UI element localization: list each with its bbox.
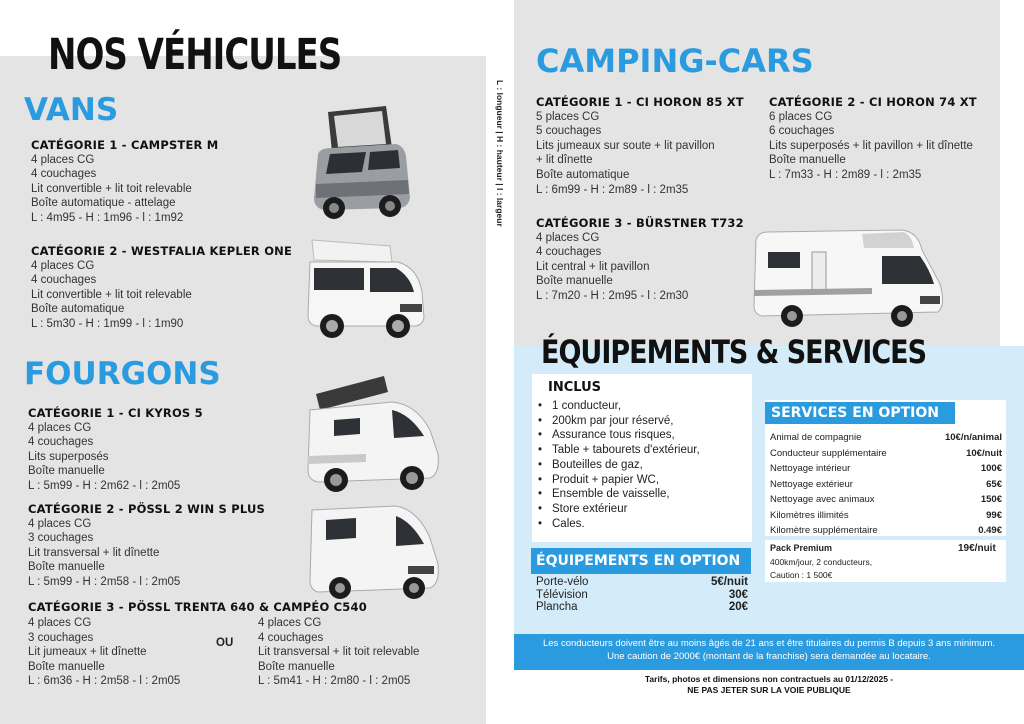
- van-category-2: [31, 244, 292, 332]
- list-item: • Ensemble de vaisselle,: [536, 487, 700, 502]
- category-title: CATÉGORIE 2 - CI HORON 74 XT: [769, 95, 977, 109]
- camping-car-category-1: [536, 95, 744, 197]
- conditions-line: Les conducteurs doivent être au moins âgés de 21 ans et être titulaires du permis B depuis 3 ans minimum.: [542, 638, 996, 649]
- spec-line: L : 5m99 - H : 2m62 - l : 2m05: [28, 479, 181, 492]
- spec-line: Lits superposés: [28, 450, 109, 463]
- fourgon-category-3-option-a: [28, 616, 180, 689]
- spec-line: 4 places CG: [28, 517, 92, 530]
- spec-line: 4 places CG: [536, 231, 600, 244]
- spec-line: L : 5m41 - H : 2m80 - l : 2m05: [258, 675, 411, 688]
- spec-line: 4 couchages: [536, 246, 602, 259]
- category-title: CATÉGORIE 1 - CI HORON 85 XT: [536, 95, 744, 109]
- spec-line: Boîte automatique: [536, 168, 630, 181]
- category-title: CATÉGORIE 1 - CI KYROS 5: [28, 406, 203, 420]
- service-row: [770, 523, 1002, 539]
- footer-line: Tarifs, photos et dimensions non contractuels au 01/12/2025 -: [644, 674, 894, 684]
- service-name: Kilomètre supplémentaire: [770, 525, 878, 536]
- spec-line: Lit transversal + lit toit relevable: [258, 646, 420, 659]
- fourgons-heading: FOURGONS: [24, 356, 221, 392]
- inclus-list: [536, 399, 700, 531]
- fourgon-possl-image: [308, 504, 442, 600]
- spec-line: Lit jumeaux + lit dînette: [28, 646, 147, 659]
- conditions-line: Une caution de 2000€ (montant de la franchise) sera demandée au locataire.: [607, 650, 931, 662]
- list-item: • Table + tabourets d'extérieur,: [536, 443, 700, 458]
- service-row: [770, 446, 1002, 462]
- category-title: CATÉGORIE 3 - BÜRSTNER T732: [536, 216, 744, 230]
- service-row: [770, 477, 1002, 493]
- option-name: Plancha: [536, 601, 578, 613]
- spec-line: Boîte manuelle: [28, 465, 105, 478]
- option-price: 20€: [728, 601, 748, 613]
- spec-line: + lit dînette: [536, 154, 593, 167]
- dimensions-legend: [489, 80, 511, 280]
- spec-line: 5 places CG: [536, 110, 600, 123]
- spec-line: 4 couchages: [258, 631, 324, 644]
- spec-line: 4 places CG: [31, 153, 95, 166]
- spec-line: 6 places CG: [769, 110, 833, 123]
- van-category-1: [31, 138, 218, 226]
- option-row: [536, 601, 748, 614]
- spec-line: Boîte automatique: [31, 303, 125, 316]
- premium-price: 19€/nuit: [958, 543, 996, 554]
- service-name: Animal de compagnie: [770, 432, 862, 443]
- option-name: Porte-vélo: [536, 576, 589, 588]
- camping-cars-heading: CAMPING-CARS: [536, 42, 814, 80]
- rental-conditions: [514, 634, 1024, 670]
- spec-line: L : 7m33 - H : 2m89 - l : 2m35: [769, 168, 922, 181]
- page-title: NOS VÉHICULES: [48, 30, 342, 80]
- service-row: [770, 492, 1002, 508]
- option-row: [536, 576, 748, 589]
- spec-line: Lit convertible + lit toit relevable: [31, 288, 192, 301]
- service-price: 150€: [980, 494, 1002, 505]
- camping-car-category-3: [536, 216, 744, 304]
- category-title: CATÉGORIE 2 - PÖSSL 2 WIN S PLUS: [28, 502, 265, 516]
- list-item: • Store extérieur: [536, 502, 700, 517]
- service-price: 99€: [986, 509, 1002, 521]
- services-title: SERVICES EN OPTION: [765, 402, 955, 424]
- van-westfalia-image: [306, 232, 430, 344]
- fourgon-category-3: [28, 600, 367, 615]
- spec-line: Lits jumeaux sur soute + lit pavillon: [536, 139, 715, 152]
- van-campster-image: [308, 104, 412, 224]
- footer-note: [514, 674, 1024, 696]
- service-name: Conducteur supplémentaire: [770, 447, 887, 459]
- inclus-title: INCLUS: [548, 380, 601, 395]
- spec-line: 3 couchages: [28, 631, 94, 644]
- spec-line: 4 places CG: [258, 617, 322, 629]
- equipements-option-title: ÉQUIPEMENTS EN OPTION: [531, 548, 751, 574]
- services-list: [770, 430, 1002, 539]
- option-name: Télévision: [536, 588, 588, 601]
- option-price: 30€: [728, 588, 748, 601]
- category-title: CATÉGORIE 3 - PÖSSL TRENTA 640 & CAMPÉO C540: [28, 600, 367, 614]
- spec-line: Lit transversal + lit dînette: [28, 546, 160, 559]
- spec-line: L : 5m30 - H : 1m99 - l : 1m90: [31, 317, 184, 330]
- service-price: 10€/n/animal: [944, 432, 1002, 443]
- spec-line: 4 couchages: [28, 436, 94, 449]
- spec-line: 4 couchages: [31, 274, 97, 287]
- spec-line: Boîte manuelle: [769, 154, 846, 167]
- spec-line: Lit convertible + lit toit relevable: [31, 182, 192, 195]
- fourgon-kyros-image: [306, 374, 442, 496]
- service-price: 10€/nuit: [966, 447, 1002, 459]
- service-name: Nettoyage avec animaux: [770, 494, 875, 505]
- spec-line: Lits superposés + lit pavillon + lit dînette: [769, 139, 973, 152]
- spec-line: 4 couchages: [31, 168, 97, 181]
- category-title: CATÉGORIE 1 - CAMPSTER M: [31, 138, 219, 152]
- list-item: • Assurance tous risques,: [536, 428, 700, 443]
- list-item: • 1 conducteur,: [536, 399, 700, 414]
- dimensions-legend-text: L : longueur | H : hauteur | l : largeur: [495, 80, 505, 227]
- list-item: • Cales.: [536, 517, 700, 532]
- spec-line: 4 places CG: [31, 259, 95, 272]
- list-item: • Produit + papier WC,: [536, 473, 700, 488]
- list-item: • Bouteilles de gaz,: [536, 458, 700, 473]
- service-name: Nettoyage extérieur: [770, 478, 853, 490]
- equipements-option-list: [536, 576, 748, 614]
- spec-line: L : 7m20 - H : 2m95 - l : 2m30: [536, 289, 689, 302]
- camping-car-category-2: [769, 95, 977, 183]
- option-price: 5€/nuit: [710, 576, 748, 588]
- category-title: CATÉGORIE 2 - WESTFALIA KEPLER ONE: [31, 244, 293, 258]
- premium-detail: Caution : 1 500€: [770, 570, 833, 580]
- spec-line: Lit central + lit pavillon: [536, 260, 650, 273]
- premium-detail: 400km/jour, 2 conducteurs,: [770, 557, 873, 567]
- or-separator: OU: [216, 637, 234, 649]
- spec-line: 4 places CG: [28, 617, 92, 629]
- spec-line: L : 6m36 - H : 2m58 - l : 2m05: [28, 675, 181, 688]
- spec-line: Boîte automatique - attelage: [31, 197, 176, 210]
- service-price: 100€: [980, 463, 1002, 474]
- vans-heading: VANS: [24, 92, 119, 128]
- option-row: [536, 589, 748, 602]
- service-name: Kilomètres illimités: [770, 509, 849, 521]
- fourgon-category-1: [28, 406, 203, 494]
- spec-line: Boîte manuelle: [258, 660, 335, 673]
- spec-line: L : 6m99 - H : 2m89 - l : 2m35: [536, 183, 689, 196]
- spec-line: 5 couchages: [536, 125, 602, 138]
- spec-line: L : 4m95 - H : 1m96 - l : 1m92: [31, 211, 184, 224]
- fourgon-category-3-option-b: [258, 616, 419, 689]
- fourgon-category-2: [28, 502, 265, 590]
- service-row: [770, 508, 1002, 524]
- spec-line: L : 5m99 - H : 2m58 - l : 2m05: [28, 575, 181, 588]
- spec-line: Boîte manuelle: [28, 561, 105, 574]
- equipements-heading: ÉQUIPEMENTS & SERVICES: [541, 334, 927, 372]
- list-item: • 200km par jour réservé,: [536, 414, 700, 429]
- service-price: 0.49€: [978, 525, 1002, 536]
- premium-name: Pack Premium: [770, 543, 833, 553]
- spec-line: 4 places CG: [28, 421, 92, 434]
- footer-line: NE PAS JETER SUR LA VOIE PUBLIQUE: [687, 685, 851, 695]
- service-price: 65€: [986, 478, 1002, 490]
- spec-line: Boîte manuelle: [536, 275, 613, 288]
- spec-line: 6 couchages: [769, 125, 835, 138]
- service-name: Nettoyage intérieur: [770, 463, 851, 474]
- spec-line: Boîte manuelle: [28, 660, 105, 673]
- service-row: [770, 430, 1002, 446]
- service-row: [770, 461, 1002, 477]
- spec-line: 3 couchages: [28, 532, 94, 545]
- camping-car-burstner-image: [752, 226, 948, 332]
